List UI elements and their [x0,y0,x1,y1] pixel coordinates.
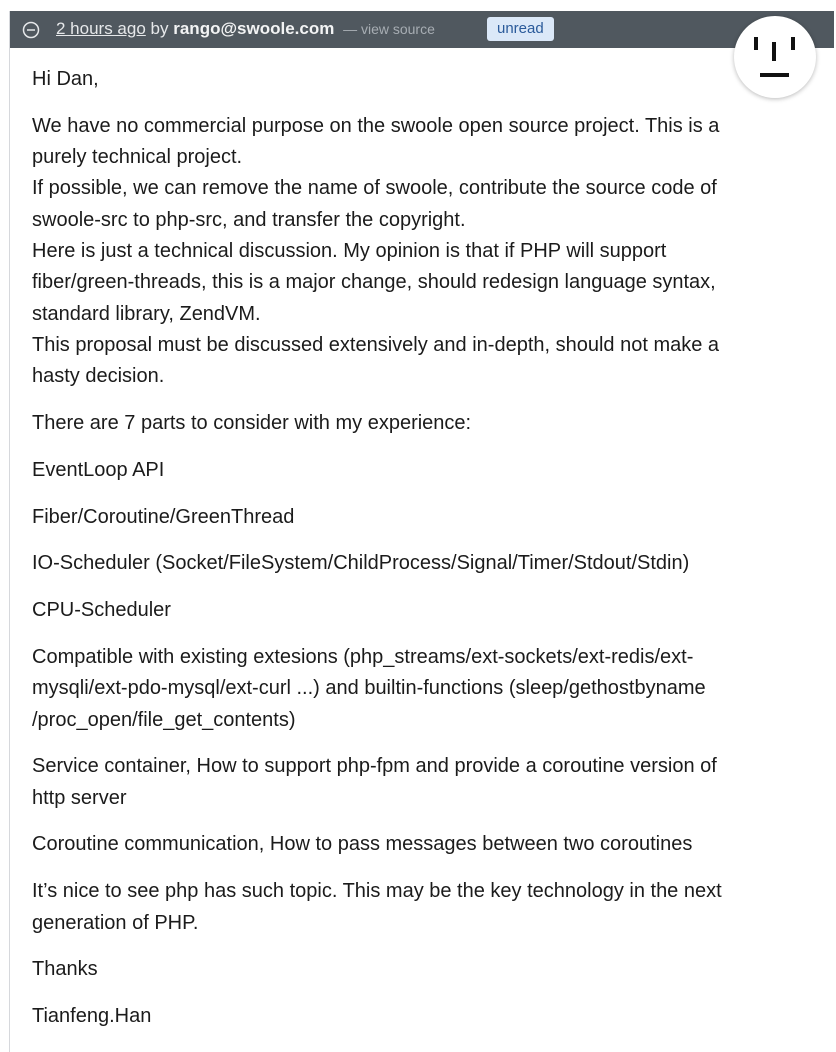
avatar-eye-left [754,37,758,50]
intro-line: We have no commercial purpose on the swoole open source project. This is a purely technical project. [32,114,720,169]
avatar-nose [772,42,776,61]
thanks-line: Thanks [32,958,98,981]
part-item: CPU-Scheduler [32,599,171,622]
intro-line: If possible, we can remove the name of swoole, contribute the source code of swoole-src to php-src, and transfer the copyright. [32,177,717,231]
part-item: Coroutine communication, How to pass messages between two coroutines [32,833,693,856]
avatar[interactable] [734,16,816,98]
view-source-link[interactable]: — view source [343,21,435,37]
intro-line: Here is just a technical discussion. My opinion is that if PHP will support fiber/green-threads, this is a major change, should redesign language syntax, standard library, ZendVM. [32,239,716,325]
message-meta [56,19,435,39]
part-item: Compatible with existing extesions (php_streams/ext-sockets/ext-redis/ext-mysqli/ext-pdo-mysql/ext-curl ...) and builtin-functions (sleep/gethostbyname /proc_open/file_get_contents) [32,645,706,731]
circle-minus-icon[interactable] [22,21,40,39]
message-header [10,11,834,48]
unread-badge: unread [487,17,554,41]
signature: Tianfeng.Han [32,1005,152,1028]
avatar-eye-right [791,37,795,50]
message-body [32,64,744,1048]
part-item: EventLoop API [32,458,165,481]
message-card [9,11,833,1052]
part-item: IO-Scheduler (Socket/FileSystem/ChildProcess/Signal/Timer/Stdout/Stdin) [32,552,690,575]
parts-intro: There are 7 parts to consider with my experience: [32,411,472,434]
author-email[interactable]: rango@swoole.com [173,19,335,38]
part-item: Service container, How to support php-fpm and provide a coroutine version of http server [32,755,717,809]
intro-paragraph [32,111,744,393]
closing-paragraph: It’s nice to see php has such topic. This may be the key technology in the next generation of PHP. [32,880,722,934]
avatar-mouth [760,73,789,77]
part-item: Fiber/Coroutine/GreenThread [32,505,295,528]
timestamp-link[interactable]: 2 hours ago [56,19,146,38]
greeting-paragraph: Hi Dan, [32,68,99,90]
by-label: by [150,19,169,38]
intro-line: This proposal must be discussed extensively and in-depth, should not make a hasty decision. [32,333,720,388]
